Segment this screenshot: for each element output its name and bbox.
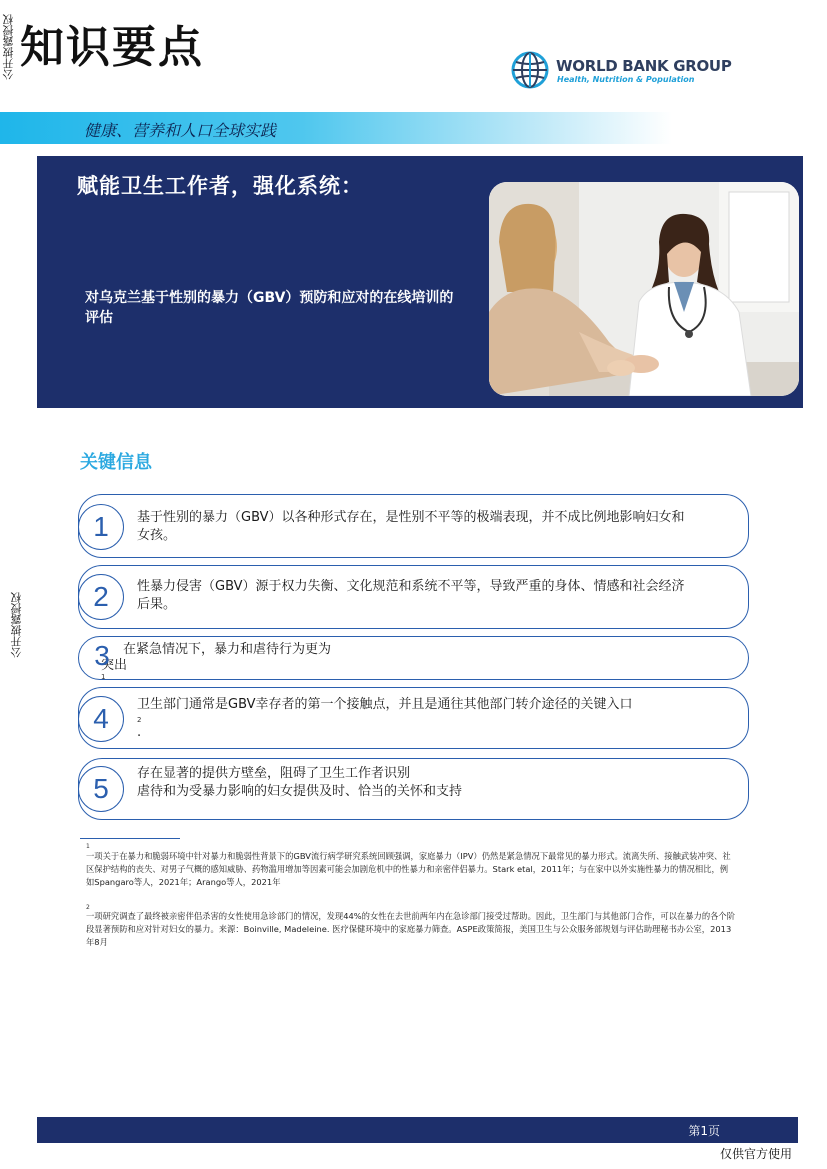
- practice-name: 健康、营养和人口全球实践: [84, 121, 277, 140]
- footnote-ref-2: 2: [137, 716, 142, 724]
- disclosure-label-top: 公开披露授权: [2, 14, 15, 80]
- doctor-patient-illustration: [489, 182, 799, 396]
- hero-photo: [489, 182, 799, 396]
- message-text-4-tail: .: [137, 725, 142, 740]
- message-text-5a: 存在显著的提供方壁垒，阻碍了卫生工作者识别: [137, 766, 411, 781]
- message-card-3: [78, 636, 749, 680]
- footnote-text-2: 一项研究调查了最终被亲密伴侣杀害的女性使用急诊部门的情况，发现44%的女性在去世前两年内在急诊部门接受过帮助。因此，卫生部门与其他部门合作，可以在暴力的各个阶段显著预防和应对针对妇女的暴力。来源：Boinville, Madeleine. 医疗保健环境中的家庭暴力筛查。ASPE政策简报，美国卫生与公众服务部规划与评估助理秘书办公室，2013年8月: [86, 911, 736, 947]
- message-number-1: 1: [78, 504, 124, 550]
- footnote-mark-1: 1: [86, 843, 90, 850]
- logo-name: WORLD BANK GROUP: [556, 57, 732, 75]
- message-card-1: [78, 494, 749, 558]
- message-text-2: 性暴力侵害（GBV）源于权力失衡、文化规范和系统不平等，导致严重的身体、情感和社会经济后果。: [137, 579, 685, 612]
- hero-banner: [37, 156, 803, 408]
- hero-title: 赋能卫生工作者，强化系统：: [77, 174, 363, 198]
- footer-bar: [37, 1117, 798, 1143]
- disclosure-label-middle: 公开披露授权: [10, 592, 23, 658]
- message-text-1: 基于性别的暴力（GBV）以各种形式存在，是性别不平等的极端表现，并不成比例地影响妇女和女孩。: [137, 510, 685, 543]
- footnote-text-1: 一项关于在暴力和脆弱环境中针对暴力和脆弱性背景下的GBV流行病学研究系统回顾强调，家庭暴力（IPV）仍然是紧急情况下最常见的暴力形式。流离失所、接触武装冲突、社区保护结构的丧失、对男子气概的感知威胁、药物滥用增加等因素可能会加剧危机中的性暴力和亲密伴侣暴力。Stark etal，2011年；与在家中以外实施性暴力的情况相比，例如Spangaro等人，2021年；Arango等人，2021年: [86, 851, 731, 887]
- hero-subtitle: 对乌克兰基于性别的暴力（GBV）预防和应对的在线培训的评估: [85, 290, 454, 326]
- message-card-2: [78, 565, 749, 629]
- message-number-3: 3: [94, 640, 110, 671]
- world-bank-logo: [510, 50, 732, 94]
- message-text-4: 卫生部门通常是GBV幸存者的第一个接触点，并且是通往其他部门转介途径的关键入口: [137, 697, 633, 712]
- logo-subtitle: Health, Nutrition & Population: [557, 75, 695, 84]
- footnote-divider: [80, 838, 180, 839]
- practice-banner: [0, 112, 672, 144]
- key-messages-heading: 关键信息: [80, 452, 152, 473]
- message-text-5b: 虐待和为受暴力影响的妇女提供及时、恰当的关怀和支持: [137, 784, 463, 799]
- message-card-4: [78, 687, 749, 749]
- message-text-3a: 在紧急情况下，暴力和虐待行为更为: [123, 642, 332, 657]
- official-use-label: 仅供官方使用: [720, 1147, 793, 1161]
- page-number: 第1页: [688, 1124, 720, 1138]
- document-title: 知识要点: [20, 22, 204, 73]
- message-number-5: 5: [78, 766, 124, 812]
- message-number-2: 2: [78, 574, 124, 620]
- footnote-ref-1: 1: [101, 673, 106, 681]
- message-number-4: 4: [78, 696, 124, 742]
- footnote-mark-2: 2: [86, 904, 90, 911]
- globe-icon: [510, 50, 550, 90]
- message-card-5: [78, 758, 749, 820]
- message-text-3b: 突出: [101, 658, 128, 673]
